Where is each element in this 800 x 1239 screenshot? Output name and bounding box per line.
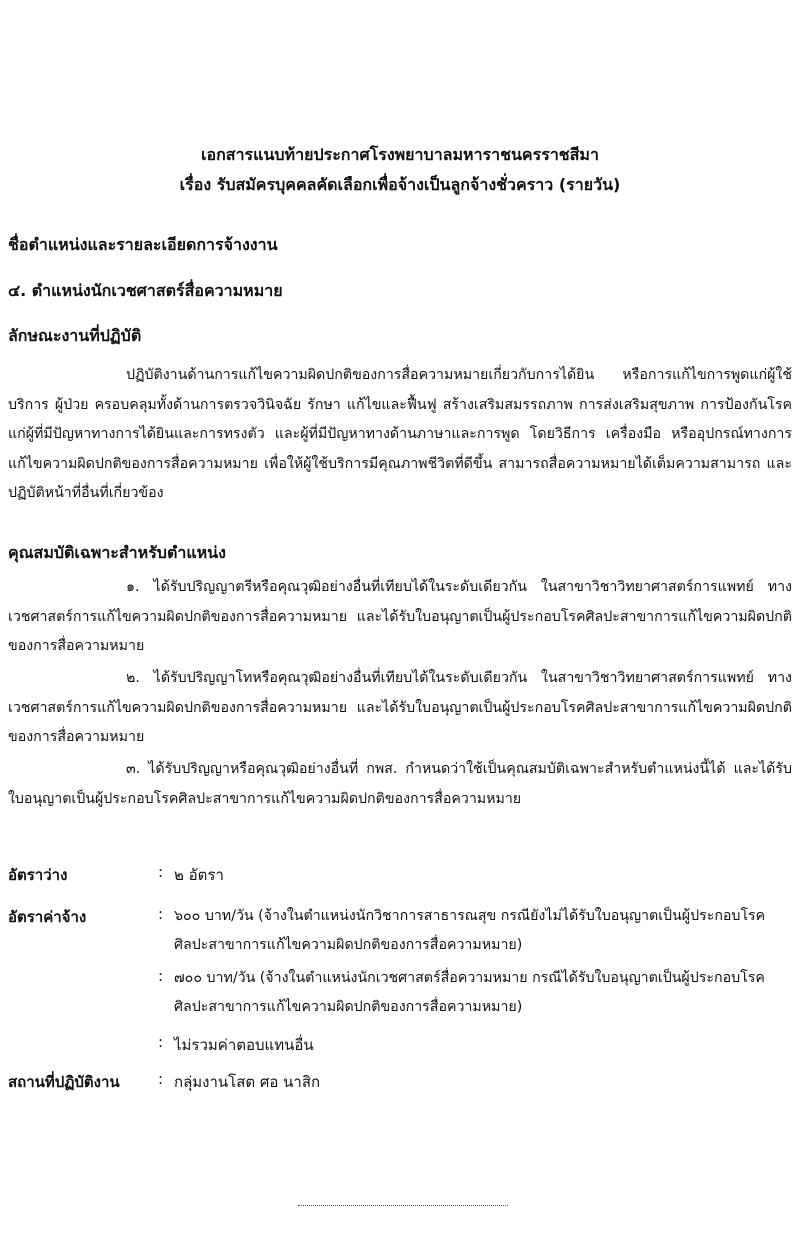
duty-paragraph bbox=[8, 361, 792, 509]
qualification-text: ๓. ได้รับปริญญาหรือคุณวุฒิอย่างอื่นที่ กพส. กำหนดว่าใช้เป็นคุณสมบัติเฉพาะสำหรับตำแหน่งนี้ได้ และได้รับใบอนุญาตเป็นผู้ประกอบโรคศิลปะสาขาการแก้ไขความผิดปกติของการสื่อความหมาย bbox=[8, 761, 792, 807]
position-title: ๔. ตำแหน่งนักเวชศาสตร์สื่อความหมาย bbox=[8, 281, 283, 300]
closing-dotted-line bbox=[298, 1205, 508, 1206]
qualification-text: ๒. ได้รับปริญญาโทหรือคุณวุฒิอย่างอื่นที่เทียบได้ในระดับเดียวกัน ในสาขาวิชาวิทยาศาสตร์การแพทย์ ทางเวชศาสตร์การแก้ไขความผิดปกติของการสื่อความหมาย และได้รับใบอนุญาตเป็นผู้ประกอบโรคศิลปะสาขาการแก้ไขความผิดปกติของการสื่อความหมาย bbox=[8, 670, 792, 745]
duty-text: ปฏิบัติงานด้านการแก้ไขความผิดปกติของการสื่อความหมายเกี่ยวกับการได้ยิน หรือการแก้ไขการพูดแก่ผู้ใช้บริการ ผู้ป่วย ครอบคลุมทั้งด้านการตรวจวินิจฉัย รักษา แก้ไขและฟื้นฟู สร้างเสริมสมรรถภาพ การส่งเสริมสุขภาพ การป้องกันโรคแก่ผู้ที่มีปัญหาทางการได้ยินและการทรงตัว และผู้ที่มีปัญหาทางด้านภาษาและการพูด โดยวิธีการ เครื่องมือ หรืออุปกรณ์ทางการแก้ไขความผิดปกติของการสื่อความหมาย เพื่อให้ผู้ใช้บริการมีคุณภาพชีวิตที่ดีขึ้น สามารถสื่อความหมายได้เต็มความสามารถ และปฏิบัติหน้าที่อื่นที่เกี่ยวข้อง bbox=[8, 367, 792, 501]
wage-rate-700: ๗๐๐ บาท/วัน (จ้างในตำแหน่งนักเวชศาสตร์สื่อความหมาย กรณีได้รับใบอนุญาตเป็นผู้ประกอบโรคศิลปะสาขาการแก้ไขความผิดปกติของการสื่อความหมาย) bbox=[174, 970, 765, 1015]
qualification-item-2 bbox=[8, 664, 792, 753]
qualification-item-3 bbox=[8, 755, 792, 814]
qualification-text: ๑. ได้รับปริญญาตรีหรือคุณวุฒิอย่างอื่นที่เทียบได้ในระดับเดียวกัน ในสาขาวิชาวิทยาศาสตร์การแพทย์ ทางเวชศาสตร์การแก้ไขความผิดปกติของการสื่อความหมาย และได้รับใบอนุญาตเป็นผู้ประกอบโรคศิลปะสาขาการแก้ไขความผิดปกติของการสื่อความหมาย bbox=[8, 579, 792, 654]
wage-colon-1: : bbox=[158, 905, 164, 923]
wage-label: อัตราค่าจ้าง bbox=[8, 908, 87, 926]
document-title-line-2: เรื่อง รับสมัครบุคคลคัดเลือกเพื่อจ้างเป็นลูกจ้างชั่วคราว (รายวัน) bbox=[179, 175, 621, 194]
vacancy-label: อัตราว่าง bbox=[8, 866, 68, 884]
wage-colon-2: : bbox=[158, 967, 164, 985]
workplace-value: กลุ่มงานโสต ศอ นาสิก bbox=[174, 1073, 321, 1091]
workplace-label: สถานที่ปฏิบัติงาน bbox=[8, 1073, 120, 1091]
qualification-item-1 bbox=[8, 573, 792, 662]
workplace-colon: : bbox=[158, 1070, 164, 1088]
wage-rate-600: ๖๐๐ บาท/วัน (จ้างในตำแหน่งนักวิชาการสาธารณสุข กรณียังไม่ได้รับใบอนุญาตเป็นผู้ประกอบโรคศิลปะสาขาการแก้ไขความผิดปกติของการสื่อความหมาย) bbox=[174, 908, 766, 953]
document-title-line-1: เอกสารแนบท้ายประกาศโรงพยาบาลมหาราชนครราชสีมา bbox=[201, 145, 599, 164]
vacancy-colon: : bbox=[158, 863, 164, 881]
section-title: ชื่อตำแหน่งและรายละเอียดการจ้างงาน bbox=[8, 235, 278, 254]
qualifications-heading: คุณสมบัติเฉพาะสำหรับตำแหน่ง bbox=[8, 543, 226, 562]
vacancy-value: ๒ อัตรา bbox=[174, 866, 224, 884]
duty-heading: ลักษณะงานที่ปฏิบัติ bbox=[8, 326, 142, 345]
wage-note: ไม่รวมค่าตอบแทนอื่น bbox=[174, 1036, 314, 1054]
wage-colon-3: : bbox=[158, 1033, 164, 1051]
